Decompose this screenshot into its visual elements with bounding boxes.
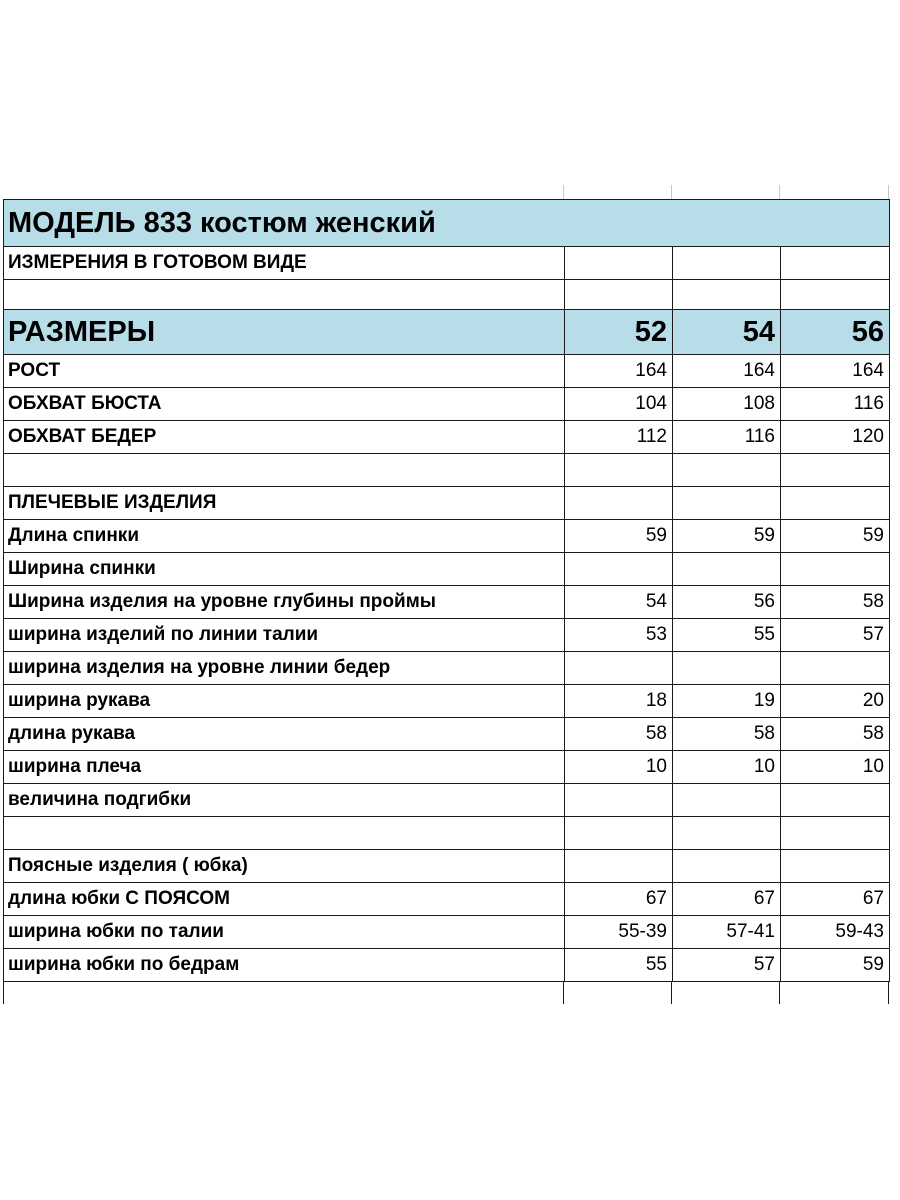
measurement-row bbox=[4, 685, 890, 718]
measurement-row bbox=[4, 520, 890, 553]
measurement-value: 54 bbox=[565, 586, 673, 619]
measurement-row bbox=[4, 388, 890, 421]
measurement-row bbox=[4, 718, 890, 751]
measurement-label: ширина изделия на уровне линии бедер bbox=[4, 652, 565, 685]
measurement-value bbox=[781, 850, 890, 883]
measurement-row bbox=[4, 916, 890, 949]
measurement-value: 10 bbox=[781, 751, 890, 784]
measurement-value: 57-41 bbox=[673, 916, 781, 949]
measurement-value bbox=[673, 652, 781, 685]
measurement-value: 55 bbox=[565, 949, 673, 982]
measurement-value bbox=[565, 553, 673, 586]
measurement-row bbox=[4, 751, 890, 784]
subtitle-row bbox=[4, 247, 890, 280]
measurement-row bbox=[4, 421, 890, 454]
measurement-value: 10 bbox=[565, 751, 673, 784]
measurement-value bbox=[673, 784, 781, 817]
measurement-value bbox=[565, 784, 673, 817]
measurement-value bbox=[565, 487, 673, 520]
measurement-value bbox=[565, 817, 673, 850]
measurement-value: 108 bbox=[673, 388, 781, 421]
measurement-row bbox=[4, 850, 890, 883]
measurement-label: ПЛЕЧЕВЫЕ ИЗДЕЛИЯ bbox=[4, 487, 565, 520]
measurement-value bbox=[781, 553, 890, 586]
measurement-value: 67 bbox=[565, 883, 673, 916]
measurement-value: 57 bbox=[781, 619, 890, 652]
measurement-value bbox=[781, 487, 890, 520]
measurement-value: 104 bbox=[565, 388, 673, 421]
measurement-label: Ширина спинки bbox=[4, 553, 565, 586]
measurement-value: 67 bbox=[673, 883, 781, 916]
measurement-label: ОБХВАТ БЮСТА bbox=[4, 388, 565, 421]
model-title: МОДЕЛЬ 833 костюм женский bbox=[4, 200, 565, 247]
measurement-value bbox=[565, 652, 673, 685]
sizes-header-row bbox=[4, 310, 890, 355]
measurement-label: Поясные изделия ( юбка) bbox=[4, 850, 565, 883]
measurement-value: 19 bbox=[673, 685, 781, 718]
measurement-value bbox=[673, 817, 781, 850]
measurement-value bbox=[673, 850, 781, 883]
measurement-value: 58 bbox=[781, 718, 890, 751]
measurement-row bbox=[4, 553, 890, 586]
measurement-label: Ширина изделия на уровне глубины проймы bbox=[4, 586, 565, 619]
measurement-value: 53 bbox=[565, 619, 673, 652]
measurement-value: 59 bbox=[673, 520, 781, 553]
measurement-label: Длина спинки bbox=[4, 520, 565, 553]
size-header: 54 bbox=[673, 310, 781, 355]
measurement-label: ширина изделий по линии талии bbox=[4, 619, 565, 652]
measurement-label: ширина юбки по талии bbox=[4, 916, 565, 949]
measurement-label: ширина юбки по бедрам bbox=[4, 949, 565, 982]
measurement-value: 164 bbox=[673, 355, 781, 388]
measurement-value bbox=[781, 454, 890, 487]
measurement-value: 57 bbox=[673, 949, 781, 982]
measurement-label: ширина рукава bbox=[4, 685, 565, 718]
measurement-value: 18 bbox=[565, 685, 673, 718]
measurement-value bbox=[781, 784, 890, 817]
measurement-value: 59 bbox=[781, 520, 890, 553]
measurement-label: ОБХВАТ БЕДЕР bbox=[4, 421, 565, 454]
measurement-value bbox=[565, 454, 673, 487]
measurement-table bbox=[3, 199, 890, 982]
measurement-value bbox=[781, 652, 890, 685]
measurement-value: 164 bbox=[781, 355, 890, 388]
measurement-row bbox=[4, 355, 890, 388]
measurement-value: 59 bbox=[565, 520, 673, 553]
measurement-value bbox=[673, 553, 781, 586]
measurement-row bbox=[4, 949, 890, 982]
measurement-value: 58 bbox=[781, 586, 890, 619]
measurement-row bbox=[4, 454, 890, 487]
measurement-row bbox=[4, 586, 890, 619]
measurement-value: 59-43 bbox=[781, 916, 890, 949]
measurement-value: 112 bbox=[565, 421, 673, 454]
measurement-value: 116 bbox=[781, 388, 890, 421]
title-row bbox=[4, 200, 890, 247]
measurement-row bbox=[4, 652, 890, 685]
measurement-label: длина рукава bbox=[4, 718, 565, 751]
measurement-label: ширина плеча bbox=[4, 751, 565, 784]
measurement-value bbox=[781, 817, 890, 850]
measurement-value: 58 bbox=[673, 718, 781, 751]
measurement-value: 55-39 bbox=[565, 916, 673, 949]
measurement-value: 56 bbox=[673, 586, 781, 619]
measurement-value: 120 bbox=[781, 421, 890, 454]
sheet-top-gridlines bbox=[3, 185, 889, 199]
measurement-label: величина подгибки bbox=[4, 784, 565, 817]
sheet-bottom-gridlines bbox=[3, 982, 889, 1004]
measurement-label bbox=[4, 817, 565, 850]
measurement-label: длина юбки С ПОЯСОМ bbox=[4, 883, 565, 916]
size-header: 52 bbox=[565, 310, 673, 355]
spacer-row bbox=[4, 280, 890, 310]
measurement-value bbox=[673, 487, 781, 520]
measurement-value: 10 bbox=[673, 751, 781, 784]
measurement-label: РОСТ bbox=[4, 355, 565, 388]
measurement-value: 164 bbox=[565, 355, 673, 388]
measurement-row bbox=[4, 619, 890, 652]
measurement-value: 20 bbox=[781, 685, 890, 718]
measurement-value: 67 bbox=[781, 883, 890, 916]
measurement-row bbox=[4, 487, 890, 520]
sizes-label: РАЗМЕРЫ bbox=[4, 310, 565, 355]
measurement-row bbox=[4, 784, 890, 817]
measurement-value: 58 bbox=[565, 718, 673, 751]
measurement-row bbox=[4, 817, 890, 850]
measurement-value: 55 bbox=[673, 619, 781, 652]
measurement-value: 116 bbox=[673, 421, 781, 454]
measurement-label bbox=[4, 454, 565, 487]
measurements-subtitle: ИЗМЕРЕНИЯ В ГОТОВОМ ВИДЕ bbox=[4, 247, 565, 280]
measurement-value: 59 bbox=[781, 949, 890, 982]
size-header: 56 bbox=[781, 310, 890, 355]
measurement-row bbox=[4, 883, 890, 916]
measurement-value bbox=[673, 454, 781, 487]
measurement-value bbox=[565, 850, 673, 883]
